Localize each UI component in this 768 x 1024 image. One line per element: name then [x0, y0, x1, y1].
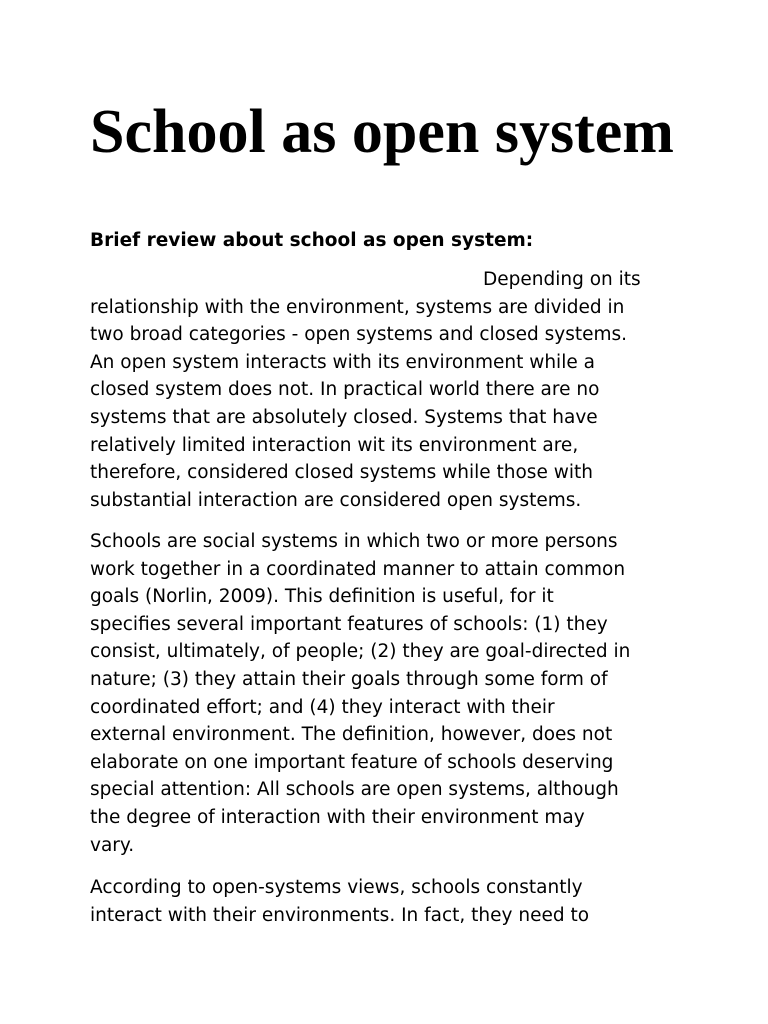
paragraph-line: relationship with the environment, systems are divided in [90, 296, 625, 318]
paragraph-line: According to open-systems views, schools constantly [90, 877, 583, 898]
paragraph-line: coordinated effort; and (4) they interact with their [90, 696, 555, 718]
paragraph-line: specifies several important features of schools: (1) they [90, 613, 608, 635]
paragraph-line: consist, ultimately, of people; (2) they are goal-directed in [90, 641, 631, 663]
paragraph-line: external environment. The definition, however, does not [90, 724, 613, 746]
paragraph-line: substantial interaction are considered open systems. [90, 489, 582, 511]
paragraph-line: nature; (3) they attain their goals through some form of [90, 668, 608, 690]
paragraph-line: interact with their environments. In fact, they need to [90, 904, 590, 926]
paragraph-line: Depending on its [483, 269, 641, 290]
paragraph-line: closed system does not. In practical world there are no [90, 379, 600, 401]
paragraph-line: An open system interacts with its environment while a [90, 351, 595, 373]
paragraph-line: elaborate on one important feature of schools deserving [90, 751, 614, 773]
page-title: School as open system [90, 98, 674, 166]
paragraph-line: two broad categories - open systems and closed systems. [90, 324, 628, 346]
paragraph-line: vary. [90, 834, 135, 856]
paragraph-line: work together in a coordinated manner to attain common [90, 558, 626, 580]
paragraph-3 [90, 874, 589, 929]
paragraph-line: systems that are absolutely closed. Systems that have [90, 406, 598, 428]
paragraph-line: therefore, considered closed systems while those with [90, 462, 593, 484]
paragraph-line: special attention: All schools are open systems, although [90, 779, 619, 801]
paragraph-2 [90, 528, 630, 859]
paragraph-1 [90, 266, 641, 514]
paragraph-line: Schools are social systems in which two or more persons [90, 531, 618, 552]
paragraph-line: relatively limited interaction wit its environment are, [90, 434, 579, 456]
paragraph-line: goals (Norlin, 2009). This definition is useful, for it [90, 586, 554, 608]
section-subheading: Brief review about school as open system: [90, 230, 534, 251]
paragraph-line: the degree of interaction with their environment may [90, 806, 585, 828]
